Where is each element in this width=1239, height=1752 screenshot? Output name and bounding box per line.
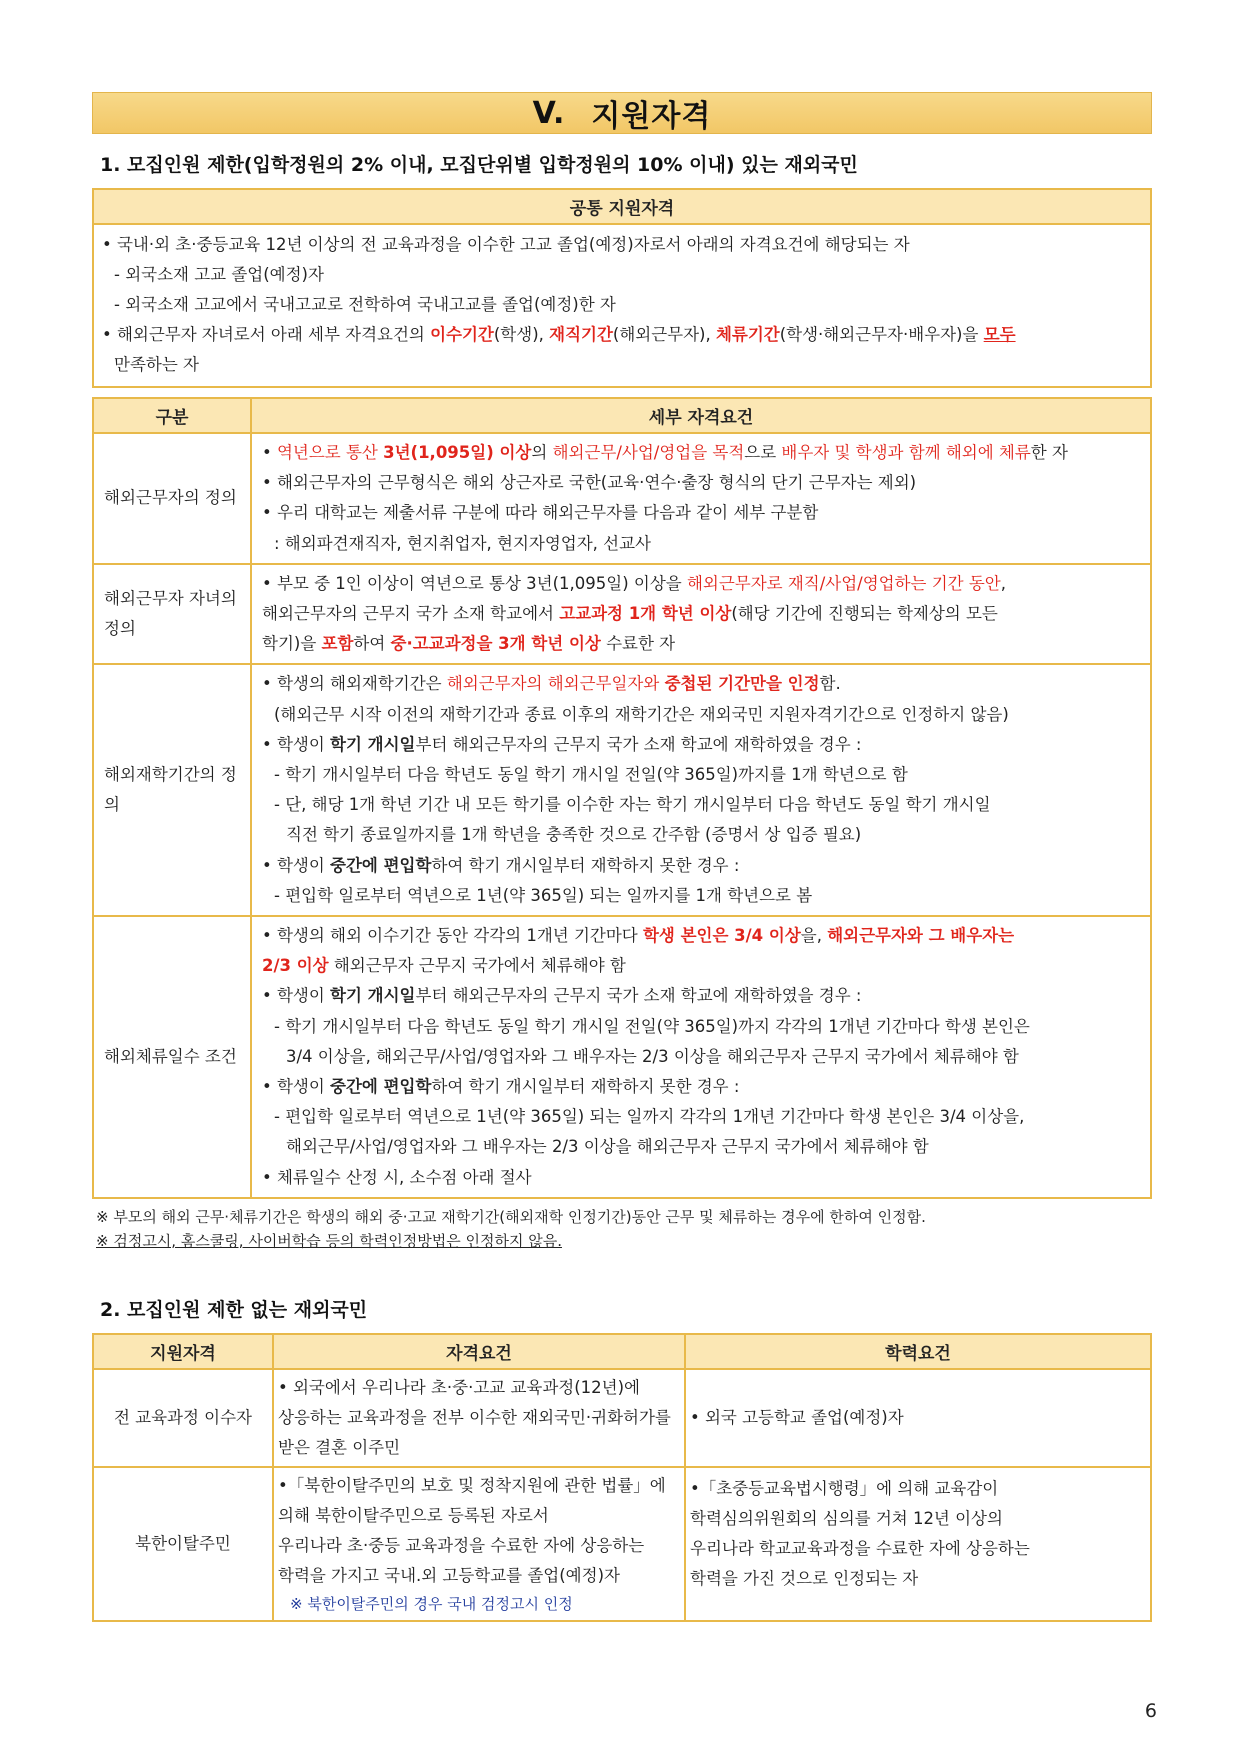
text: 을, xyxy=(800,926,828,946)
text: • 학생의 해외 이수기간 동안 각각의 1개년 기간마다 xyxy=(262,926,643,946)
text-line: 학력심의위원회의 심의를 거쳐 12년 이상의 xyxy=(690,1508,1003,1528)
text: 역년으로 통산 xyxy=(276,443,384,462)
text-line: 학력을 가지고 국내.외 고등학교를 졸업(예정)자 xyxy=(278,1565,620,1585)
text-line: 의해 북한이탈주민으로 등록된 자로서 xyxy=(278,1505,549,1525)
text-line: : 해외파견재직자, 현지취업자, 현지자영업자, 선교사 xyxy=(274,533,651,553)
text-line xyxy=(262,629,1142,659)
text: 중·고교과정을 3개 학년 이상 xyxy=(390,634,601,654)
row-requirements xyxy=(273,1369,685,1467)
detail-header-category: 구분 xyxy=(93,398,251,433)
text-line xyxy=(262,1072,1142,1102)
text: • 학생이 xyxy=(262,1077,331,1097)
text: • 해외근무자 자녀로서 아래 세부 자격요건의 xyxy=(102,325,431,344)
text-line: - 단, 해당 1개 학년 기간 내 모든 학기를 이수한 자는 학기 개시일부터 다음 학년도 동일 학기 개시일 xyxy=(274,795,991,815)
table-row xyxy=(93,1467,1151,1621)
common-line-1: • 국내·외 초·중등교육 12년 이상의 전 교육과정을 이수한 고교 졸업(예정)자로서 아래의 자격요건에 해당되는 자 xyxy=(102,235,910,254)
text: 해외근무자의 근무지 국가 소재 학교에서 xyxy=(262,604,560,624)
text: 학기)을 xyxy=(262,634,322,654)
text: 해외근무자 근무지 국가에서 체류해야 함 xyxy=(328,956,626,976)
text: 해외근무자로 재직/사업/영업하는 기간 동안 xyxy=(686,573,1001,593)
row-category: 전 교육과정 이수자 xyxy=(93,1369,273,1467)
text: 해외근무자의 해외근무일자와 xyxy=(446,674,665,694)
row-education xyxy=(685,1467,1151,1621)
common-line-2: - 외국소재 고교 졸업(예정)자 xyxy=(114,265,324,284)
emphasis-all: 모두 xyxy=(983,325,1016,344)
text-line xyxy=(262,851,1142,881)
table-row xyxy=(93,433,1151,564)
detail-header-requirements: 세부 자격요건 xyxy=(251,398,1151,433)
text: • 학생이 xyxy=(262,734,331,754)
note-1: ※ 부모의 해외 근무·체류기간은 학생의 해외 중·고교 재학기간(해외재학 인정기간)동안 근무 및 체류하는 경우에 한하여 인정함. xyxy=(96,1207,926,1226)
text: 중첩된 기간만을 인정 xyxy=(664,674,820,694)
text-line: 직전 학기 종료일까지를 1개 학년을 충족한 것으로 간주함 (증명서 상 입증 필요) xyxy=(286,825,862,845)
text: (학생), xyxy=(493,325,550,344)
text-line: - 학기 개시일부터 다음 학년도 동일 학기 개시일 전일(약 365일)까지를 1개 학년으로 함 xyxy=(274,765,908,785)
text: 한 자 xyxy=(1030,443,1068,462)
text-line: 상응하는 교육과정을 전부 이수한 재외국민·귀화허가를 xyxy=(278,1407,671,1427)
row-category: 해외근무자의 정의 xyxy=(93,433,251,564)
text-line: 3/4 이상을, 해외근무/사업/영업자와 그 배우자는 2/3 이상을 해외근무자 근무지 국가에서 체류해야 함 xyxy=(286,1046,1019,1066)
row-requirements xyxy=(273,1467,685,1621)
row-education xyxy=(685,1369,1151,1467)
text-line xyxy=(262,669,1142,699)
common-line-3: - 외국소재 고교에서 국내고교로 전학하여 국내고교를 졸업(예정)한 자 xyxy=(114,295,616,314)
text: • 학생이 xyxy=(262,855,331,875)
text: 의 xyxy=(531,443,553,462)
text: 해외근무자와 그 배우자는 xyxy=(827,926,1015,946)
t2-header-2: 자격요건 xyxy=(273,1334,685,1369)
row-category: 해외근무자 자녀의 정의 xyxy=(93,564,251,665)
text: 3년(1,095일) 이상 xyxy=(383,443,532,462)
text-line: • 외국에서 우리나라 초·중·고교 교육과정(12년)에 xyxy=(278,1377,640,1397)
chapter-number: V. xyxy=(532,95,566,131)
detail-qualification-table xyxy=(92,397,1152,1199)
emphasis-period-study: 이수기간 xyxy=(430,325,494,344)
t2-header-3: 학력요건 xyxy=(685,1334,1151,1369)
text-line xyxy=(262,921,1142,951)
text-line: 받은 결혼 이주민 xyxy=(278,1437,401,1457)
common-line-4 xyxy=(102,320,1140,350)
text-line: • 우리 대학교는 제출서류 구분에 따라 해외근무자를 다음과 같이 세부 구분함 xyxy=(262,503,819,523)
text: • 학생의 해외재학기간은 xyxy=(262,674,447,694)
section1-title: 1. 모집인원 제한(입학정원의 2% 이내, 모집단위별 입학정원의 10% 이내) 있는 재외국민 xyxy=(100,154,858,176)
row-category: 해외체류일수 조건 xyxy=(93,916,251,1198)
text-line: ※ 북한이탈주민의 경우 국내 검정고시 인정 xyxy=(290,1594,573,1613)
text: 중간에 편입학 xyxy=(330,1077,432,1097)
text-line xyxy=(262,951,1142,981)
text-line xyxy=(262,438,1142,468)
text: 학생 본인은 3/4 이상 xyxy=(642,926,801,946)
text-line: • 해외근무자의 근무형식은 해외 상근자로 국한(교육·연수·출장 형식의 단기 근무자는 제외) xyxy=(262,473,917,493)
text: (해외근무자), xyxy=(612,325,716,344)
common-line-5: 만족하는 자 xyxy=(114,355,199,374)
text: 함. xyxy=(819,674,841,694)
text-line: (해외근무 시작 이전의 재학기간과 종료 이후의 재학기간은 재외국민 지원자격기간으로 인정하지 않음) xyxy=(274,704,1009,724)
text: 배우자 및 학생과 함께 해외에 체류 xyxy=(781,443,1031,462)
row-category: 해외재학기간의 정의 xyxy=(93,664,251,916)
text: • 학생이 xyxy=(262,986,331,1006)
row-category: 북한이탈주민 xyxy=(93,1467,273,1621)
text-line: • 체류일수 산정 시, 소수점 아래 절사 xyxy=(262,1167,532,1187)
text: 하여 학기 개시일부터 재학하지 못한 경우 : xyxy=(431,1077,740,1097)
text: 해외근무/사업/영업을 목적 xyxy=(552,443,745,462)
text-line xyxy=(262,981,1142,1011)
text: 하여 xyxy=(353,634,391,654)
emphasis-period-stay: 체류기간 xyxy=(715,325,780,344)
table-row xyxy=(93,564,1151,665)
t2-header-1: 지원자격 xyxy=(93,1334,273,1369)
table-row xyxy=(93,664,1151,916)
common-qualification-table xyxy=(92,188,1152,388)
text-line: 해외근무/사업/영업자와 그 배우자는 2/3 이상을 해외근무자 근무지 국가에서 체류해야 함 xyxy=(286,1137,929,1157)
text-line: - 학기 개시일부터 다음 학년도 동일 학기 개시일 전일(약 365일)까지 각각의 1개년 기간마다 학생 본인은 xyxy=(274,1016,1030,1036)
common-header: 공통 지원자격 xyxy=(93,189,1151,224)
text-line: - 편입학 일로부터 역년으로 1년(약 365일) 되는 일까지 각각의 1개년 기간마다 학생 본인은 3/4 이상을, xyxy=(274,1107,1025,1127)
table-row xyxy=(93,1369,1151,1467)
row-body xyxy=(251,664,1151,916)
text-line: •「초중등교육법시행령」에 의해 교육감이 xyxy=(690,1478,999,1498)
row-body xyxy=(251,433,1151,564)
section2-title: 2. 모집인원 제한 없는 재외국민 xyxy=(100,1298,368,1321)
table-row xyxy=(93,916,1151,1198)
text-line xyxy=(262,730,1142,760)
page xyxy=(92,92,1152,1622)
text-line: 학력을 가진 것으로 인정되는 자 xyxy=(690,1568,919,1588)
text: 포함 xyxy=(321,634,354,654)
text-line: •「북한이탈주민의 보호 및 정착지원에 관한 법률」에 xyxy=(278,1475,666,1495)
text: 학기 개시일 xyxy=(330,986,416,1006)
text: 부터 해외근무자의 근무지 국가 소재 학교에 재학하였을 경우 : xyxy=(415,986,862,1006)
text-line xyxy=(262,599,1142,629)
text: • 부모 중 1인 이상이 역년으로 통상 3년(1,095일) 이상을 xyxy=(262,573,687,593)
text-line: 우리나라 초·중등 교육과정을 수료한 자에 상응하는 xyxy=(278,1535,645,1555)
page-number: 6 xyxy=(1144,1700,1157,1722)
text: 수료한 자 xyxy=(600,634,676,654)
text: (학생·해외근무자·배우자)을 xyxy=(779,325,984,344)
text-line: 우리나라 학교교육과정을 수료한 자에 상응하는 xyxy=(690,1538,1030,1558)
text: 하여 학기 개시일부터 재학하지 못한 경우 : xyxy=(431,855,740,875)
text: 으로 xyxy=(744,443,782,462)
chapter-heading xyxy=(92,92,1152,134)
text: 2/3 이상 xyxy=(262,956,329,976)
chapter-title: 지원자격 xyxy=(591,99,712,134)
notes xyxy=(96,1205,1152,1253)
text: 부터 해외근무자의 근무지 국가 소재 학교에 재학하였을 경우 : xyxy=(415,734,862,754)
text: 고교과정 1개 학년 이상 xyxy=(559,604,732,624)
row-body xyxy=(251,564,1151,665)
emphasis-period-work: 재직기간 xyxy=(549,325,613,344)
text: (해당 기간에 진행되는 학제상의 모든 xyxy=(731,604,998,624)
text-line: • 외국 고등학교 졸업(예정)자 xyxy=(690,1407,904,1427)
row-body xyxy=(251,916,1151,1198)
text: • xyxy=(262,443,277,462)
text: , xyxy=(1000,573,1006,593)
text-line xyxy=(262,569,1142,599)
text: 중간에 편입학 xyxy=(330,855,432,875)
text: 학기 개시일 xyxy=(330,734,416,754)
text-line: - 편입학 일로부터 역년으로 1년(약 365일) 되는 일까지를 1개 학년으로 봄 xyxy=(274,885,813,905)
unrestricted-qualification-table xyxy=(92,1333,1152,1622)
note-2: ※ 검정고시, 홈스쿨링, 사이버학습 등의 학력인정방법은 인정하지 않음. xyxy=(96,1231,562,1250)
common-body xyxy=(93,224,1151,387)
